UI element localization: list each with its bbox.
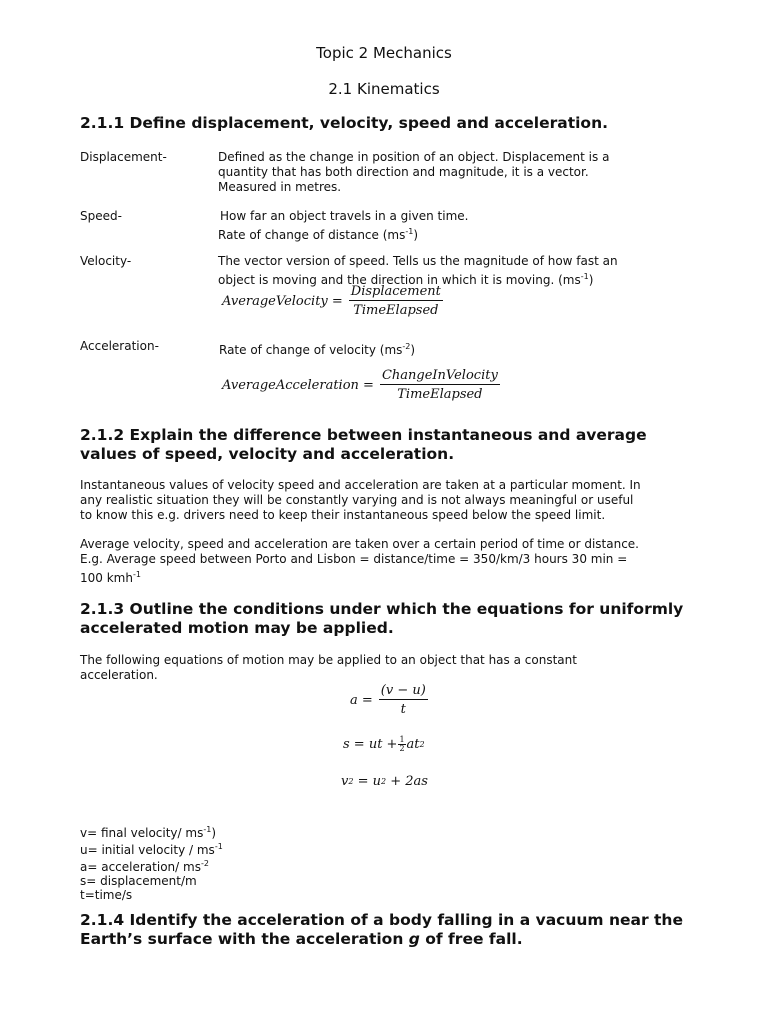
variable-item: v= final velocity/ $ms^{-1}$) <box>80 825 217 840</box>
equation-velocity-squared: v 2 = u 2 + 2as <box>341 774 428 789</box>
variable-item: t=time/s <box>80 888 133 902</box>
definition-acceleration: Rate of change of velocity $(ms^{-2})$ <box>219 342 416 357</box>
document-title: Topic 2 Mechanics <box>316 44 452 62</box>
definition-speed: How far an object travels in a given time. Rate of change of distance $(ms^{-1})$ <box>218 209 469 242</box>
definition-velocity: The vector version of speed. Tells us the magnitude of how fast an object is moving and the direction in which it is moving. $(ms^{-1})$ <box>218 254 618 287</box>
equation-average-acceleration: AverageAcceleration = $\frac{\text{ChangeInVelocity}}{\text{TimeElapsed}}$ <box>222 368 498 402</box>
variable-item: s= displacement/m <box>80 874 197 888</box>
heading-2-1-2: 2.1.2 Explain the difference between instantaneous and average values of speed, velocity and acceleration. <box>80 426 647 463</box>
variable-list <box>80 823 223 902</box>
paragraph-equations-intro: The following equations of motion may be applied to an object that has a constant acceleration. <box>80 653 577 682</box>
term-displacement: Displacement- <box>80 150 167 164</box>
term-acceleration: Acceleration- <box>80 339 159 353</box>
equation-displacement: s = ut + $\frac{1}{2}$ at 2 <box>343 735 425 753</box>
heading-2-1-1: 2.1.1 Define displacement, velocity, speed and acceleration. <box>80 114 608 132</box>
definition-displacement: Defined as the change in position of an object. Displacement is a quantity that has both direction and magnitude, it is a vector. Measured in metres. <box>218 150 610 194</box>
variable-item: u= initial velocity / $ms^{-1}$ <box>80 842 223 857</box>
paragraph-average: Average velocity, speed and acceleration are taken over a certain period of time or distance. E.g. Average speed between Porto and Lisbon = distance/time = 350/km/3 hours 30 min = 100 kmh$^{-1}$ <box>80 537 639 585</box>
paragraph-instantaneous: Instantaneous values of velocity speed and acceleration are taken at a particular moment. In any realistic situation they will be constantly varying and is not always meaningful or useful to know this e.g. drivers need to keep their instantaneous speed below the speed limit. <box>80 478 641 522</box>
term-speed: Speed- <box>80 209 122 223</box>
document-subtitle: 2.1 Kinematics <box>328 80 440 98</box>
variable-item: a= acceleration/ $ms^{-2}$ <box>80 859 209 874</box>
equation-average-velocity: AverageVelocity = $\frac{\text{Displacement}}{\text{TimeElapsed}}$ <box>222 284 441 318</box>
equation-acceleration: a = $\frac{(v - u)}{t}$ <box>350 683 426 717</box>
term-velocity: Velocity- <box>80 254 132 268</box>
heading-2-1-4: 2.1.4 Identify the acceleration of a body falling in a vacuum near the Earth’s surface with the acceleration g of free fall. <box>80 911 683 948</box>
heading-2-1-3: 2.1.3 Outline the conditions under which the equations for uniformly accelerated motion may be applied. <box>80 600 684 637</box>
